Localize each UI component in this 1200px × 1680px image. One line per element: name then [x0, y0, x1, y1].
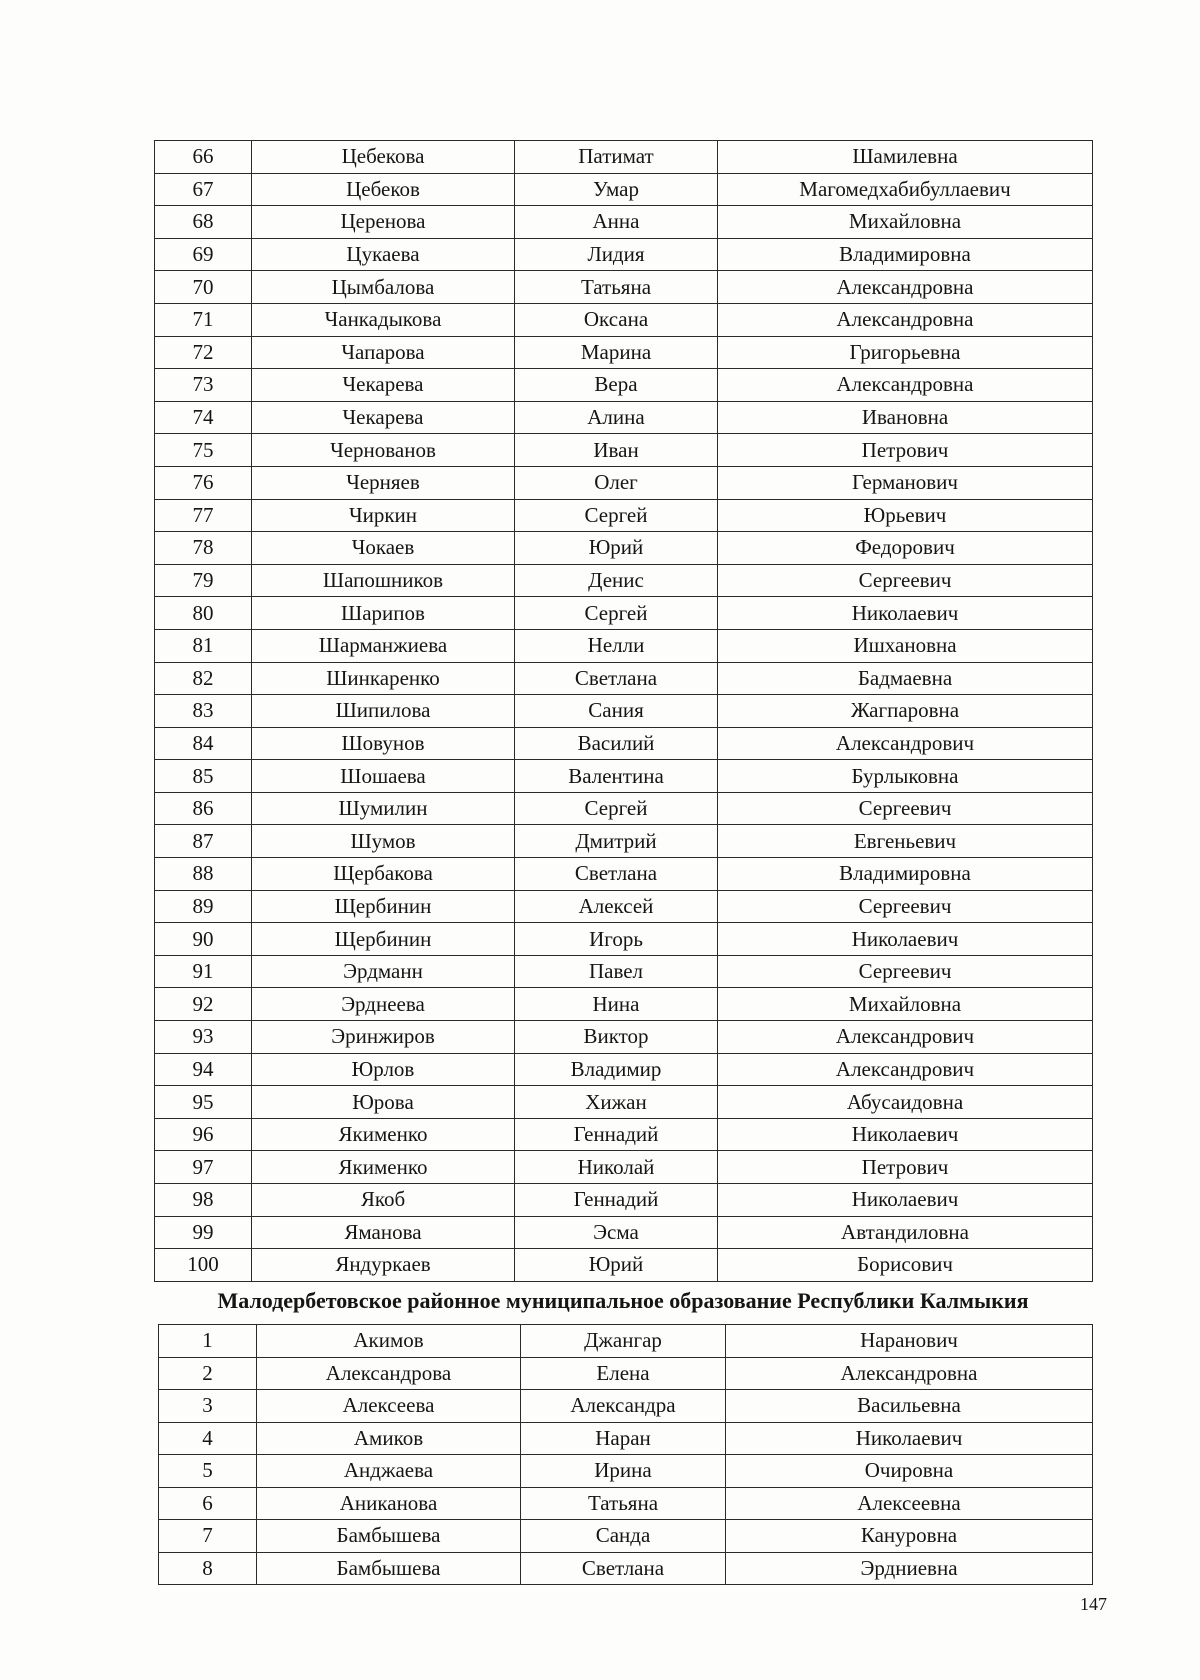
first-name-cell: Сергей: [515, 499, 718, 532]
row-number-cell: 100: [155, 1249, 252, 1282]
surname-cell: Аниканова: [257, 1487, 521, 1520]
row-number-cell: 2: [159, 1357, 257, 1390]
first-name-cell: Елена: [521, 1357, 726, 1390]
surname-cell: Анджаева: [257, 1455, 521, 1488]
table-row: [155, 369, 1093, 402]
row-number-cell: 68: [155, 206, 252, 239]
surname-cell: Эринжиров: [252, 1021, 515, 1054]
table-row: [155, 597, 1093, 630]
row-number-cell: 66: [155, 141, 252, 174]
surname-cell: Чекарева: [252, 369, 515, 402]
patronymic-cell: Жагпаровна: [718, 695, 1093, 728]
first-name-cell: Лидия: [515, 238, 718, 271]
first-name-cell: Геннадий: [515, 1118, 718, 1151]
surname-cell: Эрдманн: [252, 955, 515, 988]
first-name-cell: Валентина: [515, 760, 718, 793]
first-name-cell: Татьяна: [515, 271, 718, 304]
table-row: [155, 1151, 1093, 1184]
first-name-cell: Алина: [515, 401, 718, 434]
row-number-cell: 4: [159, 1422, 257, 1455]
patronymic-cell: Николаевич: [718, 1184, 1093, 1217]
table-row: [155, 303, 1093, 336]
patronymic-cell: Григорьевна: [718, 336, 1093, 369]
first-name-cell: Светлана: [515, 858, 718, 891]
first-name-cell: Сергей: [515, 792, 718, 825]
first-name-cell: Иван: [515, 434, 718, 467]
table-row: [155, 271, 1093, 304]
patronymic-cell: Кануровна: [726, 1520, 1093, 1553]
first-name-cell: Виктор: [515, 1021, 718, 1054]
row-number-cell: 97: [155, 1151, 252, 1184]
first-name-cell: Юрий: [515, 1249, 718, 1282]
patronymic-cell: Федорович: [718, 532, 1093, 565]
first-name-cell: Николай: [515, 1151, 718, 1184]
surname-cell: Эрднеева: [252, 988, 515, 1021]
row-number-cell: 7: [159, 1520, 257, 1553]
section-heading: Малодербетовское районное муниципальное образование Республики Калмыкия: [217, 1288, 1029, 1313]
table-row: [155, 695, 1093, 728]
first-name-cell: Владимир: [515, 1053, 718, 1086]
patronymic-cell: Николаевич: [718, 1118, 1093, 1151]
row-number-cell: 89: [155, 890, 252, 923]
patronymic-cell: Александровна: [718, 303, 1093, 336]
patronymic-cell: Борисович: [718, 1249, 1093, 1282]
patronymic-cell: Ишхановна: [718, 629, 1093, 662]
row-number-cell: 74: [155, 401, 252, 434]
patronymic-cell: Евгеньевич: [718, 825, 1093, 858]
row-number-cell: 71: [155, 303, 252, 336]
patronymic-cell: Шамилевна: [718, 141, 1093, 174]
surname-cell: Черняев: [252, 466, 515, 499]
patronymic-cell: Сергеевич: [718, 564, 1093, 597]
first-name-cell: Василий: [515, 727, 718, 760]
row-number-cell: 67: [155, 173, 252, 206]
row-number-cell: 90: [155, 923, 252, 956]
surname-cell: Шумов: [252, 825, 515, 858]
row-number-cell: 69: [155, 238, 252, 271]
first-name-cell: Сания: [515, 695, 718, 728]
roster-table: [154, 140, 1093, 1282]
first-name-cell: Оксана: [515, 303, 718, 336]
row-number-cell: 92: [155, 988, 252, 1021]
table-row: [155, 401, 1093, 434]
row-number-cell: 93: [155, 1021, 252, 1054]
surname-cell: Алексеева: [257, 1390, 521, 1423]
first-name-cell: Денис: [515, 564, 718, 597]
table-row: [155, 434, 1093, 467]
surname-cell: Чернованов: [252, 434, 515, 467]
surname-cell: Цебеков: [252, 173, 515, 206]
row-number-cell: 70: [155, 271, 252, 304]
surname-cell: Шинкаренко: [252, 662, 515, 695]
patronymic-cell: Сергеевич: [718, 955, 1093, 988]
patronymic-cell: Абусаидовна: [718, 1086, 1093, 1119]
surname-cell: Амиков: [257, 1422, 521, 1455]
table-row: [159, 1390, 1093, 1423]
patronymic-cell: Наранович: [726, 1325, 1093, 1358]
first-name-cell: Джангар: [521, 1325, 726, 1358]
first-name-cell: Патимат: [515, 141, 718, 174]
first-name-cell: Санда: [521, 1520, 726, 1553]
table-row: [155, 727, 1093, 760]
patronymic-cell: Петрович: [718, 1151, 1093, 1184]
table-row: [155, 923, 1093, 956]
row-number-cell: 3: [159, 1390, 257, 1423]
patronymic-cell: Михайловна: [718, 988, 1093, 1021]
row-number-cell: 79: [155, 564, 252, 597]
table-row: [155, 1086, 1093, 1119]
surname-cell: Якименко: [252, 1118, 515, 1151]
patronymic-cell: Александровна: [718, 271, 1093, 304]
row-number-cell: 77: [155, 499, 252, 532]
surname-cell: Бамбышева: [257, 1552, 521, 1585]
table-row: [155, 760, 1093, 793]
table-row: [155, 238, 1093, 271]
first-name-cell: Алексей: [515, 890, 718, 923]
table-row: [159, 1520, 1093, 1553]
surname-cell: Акимов: [257, 1325, 521, 1358]
district-roster-table-body: [159, 1325, 1093, 1585]
first-name-cell: Вера: [515, 369, 718, 402]
page-number: 147: [1080, 1594, 1107, 1614]
table-row: [155, 1021, 1093, 1054]
row-number-cell: 85: [155, 760, 252, 793]
first-name-cell: Ирина: [521, 1455, 726, 1488]
surname-cell: Яндуркаев: [252, 1249, 515, 1282]
surname-cell: Чапарова: [252, 336, 515, 369]
row-number-cell: 6: [159, 1487, 257, 1520]
row-number-cell: 5: [159, 1455, 257, 1488]
roster-table-body: [155, 141, 1093, 1282]
row-number-cell: 81: [155, 629, 252, 662]
patronymic-cell: Николаевич: [726, 1422, 1093, 1455]
first-name-cell: Татьяна: [521, 1487, 726, 1520]
patronymic-cell: Владимировна: [718, 238, 1093, 271]
table-row: [155, 206, 1093, 239]
patronymic-cell: Владимировна: [718, 858, 1093, 891]
patronymic-cell: Николаевич: [718, 597, 1093, 630]
table-row: [155, 890, 1093, 923]
table-row: [155, 1249, 1093, 1282]
first-name-cell: Светлана: [521, 1552, 726, 1585]
table-row: [155, 858, 1093, 891]
surname-cell: Шошаева: [252, 760, 515, 793]
surname-cell: Юрова: [252, 1086, 515, 1119]
table-row: [159, 1357, 1093, 1390]
table-row: [159, 1455, 1093, 1488]
surname-cell: Цукаева: [252, 238, 515, 271]
row-number-cell: 83: [155, 695, 252, 728]
row-number-cell: 72: [155, 336, 252, 369]
row-number-cell: 8: [159, 1552, 257, 1585]
table-row: [155, 1184, 1093, 1217]
surname-cell: Церенова: [252, 206, 515, 239]
surname-cell: Шипилова: [252, 695, 515, 728]
patronymic-cell: Александровна: [718, 369, 1093, 402]
patronymic-cell: Германович: [718, 466, 1093, 499]
row-number-cell: 84: [155, 727, 252, 760]
surname-cell: Щербинин: [252, 923, 515, 956]
row-number-cell: 96: [155, 1118, 252, 1151]
surname-cell: Цебекова: [252, 141, 515, 174]
first-name-cell: Юрий: [515, 532, 718, 565]
patronymic-cell: Васильевна: [726, 1390, 1093, 1423]
surname-cell: Шумилин: [252, 792, 515, 825]
table-row: [159, 1487, 1093, 1520]
patronymic-cell: Александровна: [726, 1357, 1093, 1390]
row-number-cell: 80: [155, 597, 252, 630]
table-row: [155, 662, 1093, 695]
patronymic-cell: Автандиловна: [718, 1216, 1093, 1249]
table-row: [155, 564, 1093, 597]
surname-cell: Шарипов: [252, 597, 515, 630]
district-roster-table: [158, 1324, 1093, 1585]
surname-cell: Бамбышева: [257, 1520, 521, 1553]
first-name-cell: Геннадий: [515, 1184, 718, 1217]
first-name-cell: Анна: [515, 206, 718, 239]
first-name-cell: Сергей: [515, 597, 718, 630]
first-name-cell: Наран: [521, 1422, 726, 1455]
table-row: [155, 336, 1093, 369]
surname-cell: Шапошников: [252, 564, 515, 597]
patronymic-cell: Петрович: [718, 434, 1093, 467]
row-number-cell: 76: [155, 466, 252, 499]
patronymic-cell: Бурлыковна: [718, 760, 1093, 793]
table-row: [155, 1216, 1093, 1249]
row-number-cell: 75: [155, 434, 252, 467]
patronymic-cell: Александрович: [718, 1053, 1093, 1086]
table-row: [155, 466, 1093, 499]
surname-cell: Чекарева: [252, 401, 515, 434]
surname-cell: Шовунов: [252, 727, 515, 760]
first-name-cell: Игорь: [515, 923, 718, 956]
table-row: [159, 1552, 1093, 1585]
table-row: [155, 629, 1093, 662]
first-name-cell: Эсма: [515, 1216, 718, 1249]
first-name-cell: Павел: [515, 955, 718, 988]
surname-cell: Чокаев: [252, 532, 515, 565]
row-number-cell: 1: [159, 1325, 257, 1358]
table-row: [155, 173, 1093, 206]
table-row: [155, 532, 1093, 565]
surname-cell: Яманова: [252, 1216, 515, 1249]
surname-cell: Шарманжиева: [252, 629, 515, 662]
first-name-cell: Нина: [515, 988, 718, 1021]
surname-cell: Чанкадыкова: [252, 303, 515, 336]
first-name-cell: Дмитрий: [515, 825, 718, 858]
patronymic-cell: Бадмаевна: [718, 662, 1093, 695]
first-name-cell: Марина: [515, 336, 718, 369]
row-number-cell: 98: [155, 1184, 252, 1217]
surname-cell: Чиркин: [252, 499, 515, 532]
first-name-cell: Умар: [515, 173, 718, 206]
first-name-cell: Александра: [521, 1390, 726, 1423]
surname-cell: Щербакова: [252, 858, 515, 891]
table-row: [155, 1053, 1093, 1086]
patronymic-cell: Николаевич: [718, 923, 1093, 956]
patronymic-cell: Очировна: [726, 1455, 1093, 1488]
patronymic-cell: Михайловна: [718, 206, 1093, 239]
patronymic-cell: Юрьевич: [718, 499, 1093, 532]
row-number-cell: 78: [155, 532, 252, 565]
row-number-cell: 88: [155, 858, 252, 891]
patronymic-cell: Александрович: [718, 727, 1093, 760]
patronymic-cell: Эрдниевна: [726, 1552, 1093, 1585]
table-row: [155, 499, 1093, 532]
surname-cell: Александрова: [257, 1357, 521, 1390]
table-row: [155, 955, 1093, 988]
row-number-cell: 91: [155, 955, 252, 988]
patronymic-cell: Сергеевич: [718, 792, 1093, 825]
row-number-cell: 87: [155, 825, 252, 858]
surname-cell: Щербинин: [252, 890, 515, 923]
row-number-cell: 73: [155, 369, 252, 402]
first-name-cell: Хижан: [515, 1086, 718, 1119]
table-row: [155, 988, 1093, 1021]
table-row: [155, 1118, 1093, 1151]
surname-cell: Цымбалова: [252, 271, 515, 304]
patronymic-cell: Магомедхабибуллаевич: [718, 173, 1093, 206]
table-row: [159, 1422, 1093, 1455]
table-row: [155, 825, 1093, 858]
row-number-cell: 86: [155, 792, 252, 825]
surname-cell: Якоб: [252, 1184, 515, 1217]
patronymic-cell: Алексеевна: [726, 1487, 1093, 1520]
first-name-cell: Нелли: [515, 629, 718, 662]
patronymic-cell: Сергеевич: [718, 890, 1093, 923]
table-row: [159, 1325, 1093, 1358]
row-number-cell: 82: [155, 662, 252, 695]
first-name-cell: Светлана: [515, 662, 718, 695]
first-name-cell: Олег: [515, 466, 718, 499]
table-row: [155, 792, 1093, 825]
row-number-cell: 95: [155, 1086, 252, 1119]
row-number-cell: 99: [155, 1216, 252, 1249]
surname-cell: Якименко: [252, 1151, 515, 1184]
surname-cell: Юрлов: [252, 1053, 515, 1086]
row-number-cell: 94: [155, 1053, 252, 1086]
patronymic-cell: Ивановна: [718, 401, 1093, 434]
patronymic-cell: Александрович: [718, 1021, 1093, 1054]
table-row: [155, 141, 1093, 174]
